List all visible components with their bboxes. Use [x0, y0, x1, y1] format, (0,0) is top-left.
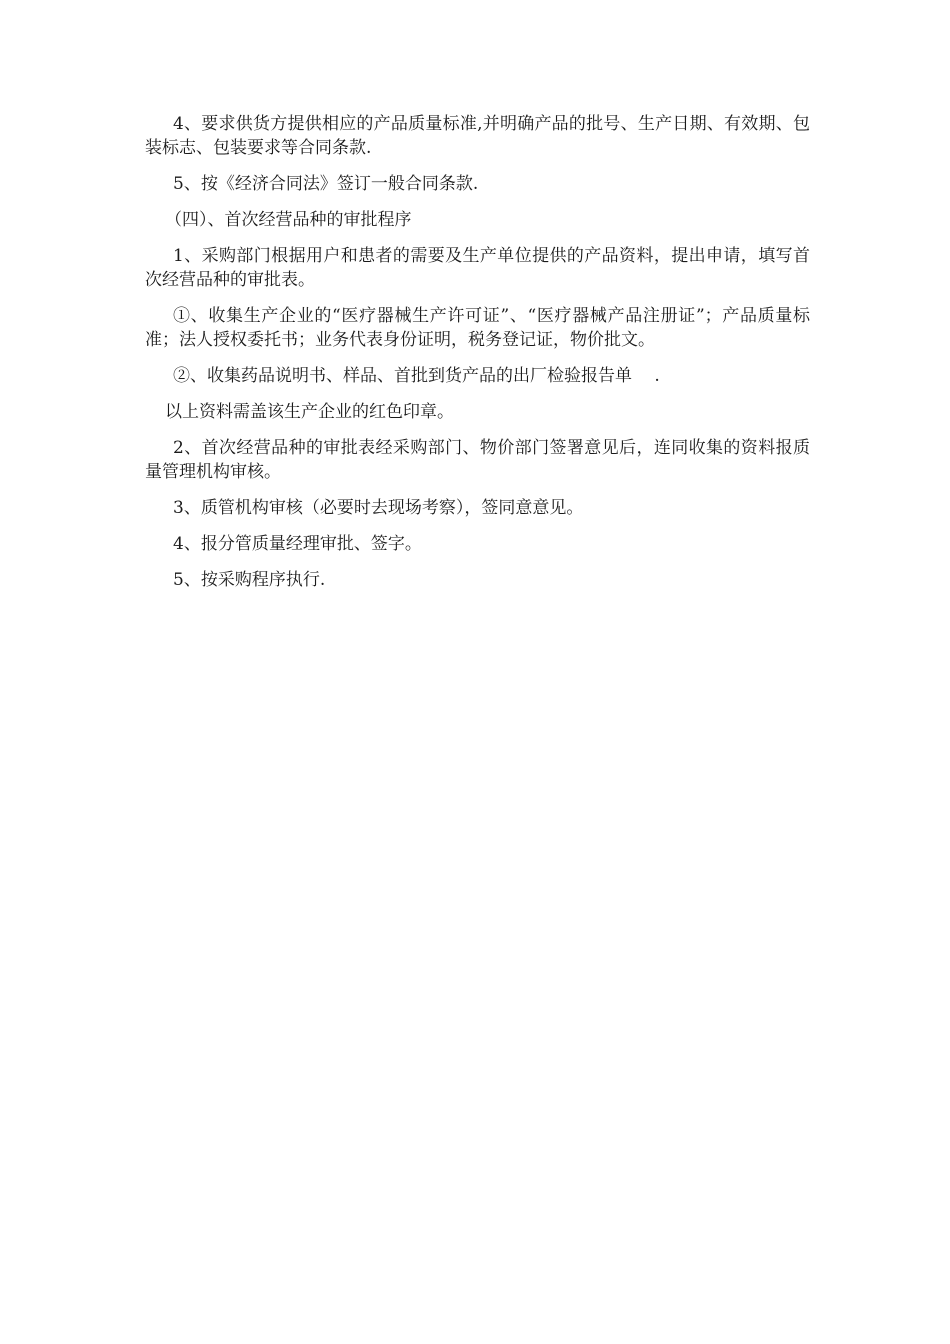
section-heading-approval-procedure: （四）、首次经营品种的审批程序: [165, 210, 412, 230]
paragraph-step-4: 4、报分管质量经理审批、签字。: [173, 534, 422, 554]
paragraph-requirement-5: 5、按《经济合同法》签订一般合同条款.: [173, 174, 479, 194]
paragraph-step-3: 3、质管机构审核（必要时去现场考察），签同意意见。: [173, 498, 584, 518]
paragraph-substep-2: ②、收集药品说明书、样品、首批到货产品的出厂检验报告单 .: [173, 366, 660, 386]
paragraph-step-1: 1、采购部门根据用户和患者的需要及生产单位提供的产品资料，提出申请，填写首次经营品种的审批表。: [145, 246, 810, 290]
document-body: [145, 112, 810, 604]
paragraph-seal-note: 以上资料需盖该生产企业的红色印章。: [165, 402, 454, 422]
paragraph-requirement-4: 4、要求供货方提供相应的产品质量标准,并明确产品的批号、生产日期、有效期、包装标志、包装要求等合同条款.: [145, 114, 810, 158]
paragraph-step-2: 2、首次经营品种的审批表经采购部门、物价部门签署意见后，连同收集的资料报质量管理机构审核。: [145, 438, 810, 482]
paragraph-substep-1: ①、收集生产企业的“医疗器械生产许可证”、“医疗器械产品注册证”；产品质量标准；法人授权委托书；业务代表身份证明，税务登记证，物价批文。: [145, 306, 810, 350]
paragraph-step-5: 5、按采购程序执行.: [173, 570, 326, 590]
